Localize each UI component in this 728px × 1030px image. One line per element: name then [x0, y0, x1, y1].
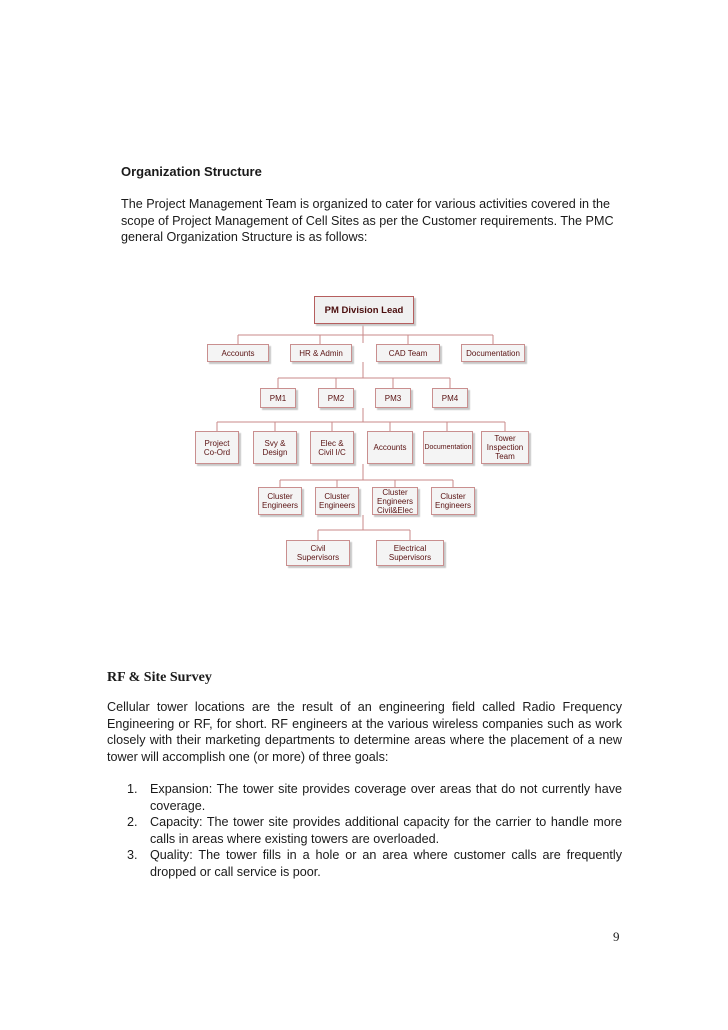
org-box-pm4: PM4 — [432, 388, 468, 408]
org-box-tower-inspection: Tower Inspection Team — [481, 431, 529, 464]
org-box-documentation-pm: Documentation — [423, 431, 473, 464]
org-box-project-coord: Project Co-Ord — [195, 431, 239, 464]
org-box-cluster-engineers-civil-elec: Cluster Engineers Civil&Elec — [372, 487, 418, 515]
rf-paragraph: Cellular tower locations are the result of an engineering field called Radio Frequency Engineering or RF, for short. RF engineers at the various wireless companies such as work closely with their marketing departments to determine areas where the placement of a new tower will accomplish one (or more) of three goals: — [107, 700, 622, 764]
list-item — [127, 814, 622, 847]
list-item-text: Quality: The tower fills in a hole or an area where customer calls are frequently dropped or call service is poor. — [150, 848, 622, 879]
list-item-number: 2. — [127, 815, 138, 829]
org-box-elec-civil: Elec & Civil I/C — [310, 431, 354, 464]
org-box-accounts: Accounts — [207, 344, 269, 362]
org-box-pm-division-lead: PM Division Lead — [314, 296, 414, 324]
org-box-pm3: PM3 — [375, 388, 411, 408]
list-item-text: Capacity: The tower site provides additional capacity for the carrier to handle more calls in areas where existing towers are overloaded. — [150, 815, 622, 846]
org-box-hr-admin: HR & Admin — [290, 344, 352, 362]
list-item — [127, 781, 622, 814]
org-intro-paragraph: The Project Management Team is organized to cater for various activities covered in the scope of Project Management of Cell Sites as per the Customer requirements. The PMC general Organization Structure is as follows: — [121, 197, 614, 244]
org-box-civil-supervisors: Civil Supervisors — [286, 540, 350, 566]
list-item-number: 1. — [127, 782, 138, 796]
org-box-pm2: PM2 — [318, 388, 354, 408]
list-item-number: 3. — [127, 848, 138, 862]
org-box-cluster-engineers-1: Cluster Engineers — [258, 487, 302, 515]
org-box-documentation: Documentation — [461, 344, 525, 362]
section-heading-organization: Organization Structure — [121, 164, 262, 179]
org-box-pm1: PM1 — [260, 388, 296, 408]
org-box-cad-team: CAD Team — [376, 344, 440, 362]
org-box-cluster-engineers-4: Cluster Engineers — [431, 487, 475, 515]
org-chart — [190, 290, 535, 580]
list-item-text: Expansion: The tower site provides coverage over areas that do not currently have coverage. — [150, 782, 622, 813]
org-box-cluster-engineers-2: Cluster Engineers — [315, 487, 359, 515]
section-heading-rf-site-survey: RF & Site Survey — [107, 670, 212, 685]
org-box-accounts-pm: Accounts — [367, 431, 413, 464]
org-box-survey-design: Svy & Design — [253, 431, 297, 464]
page-number: 9 — [613, 929, 620, 944]
goals-list — [127, 781, 622, 880]
org-box-electrical-supervisors: Electrical Supervisors — [376, 540, 444, 566]
list-item — [127, 847, 622, 880]
